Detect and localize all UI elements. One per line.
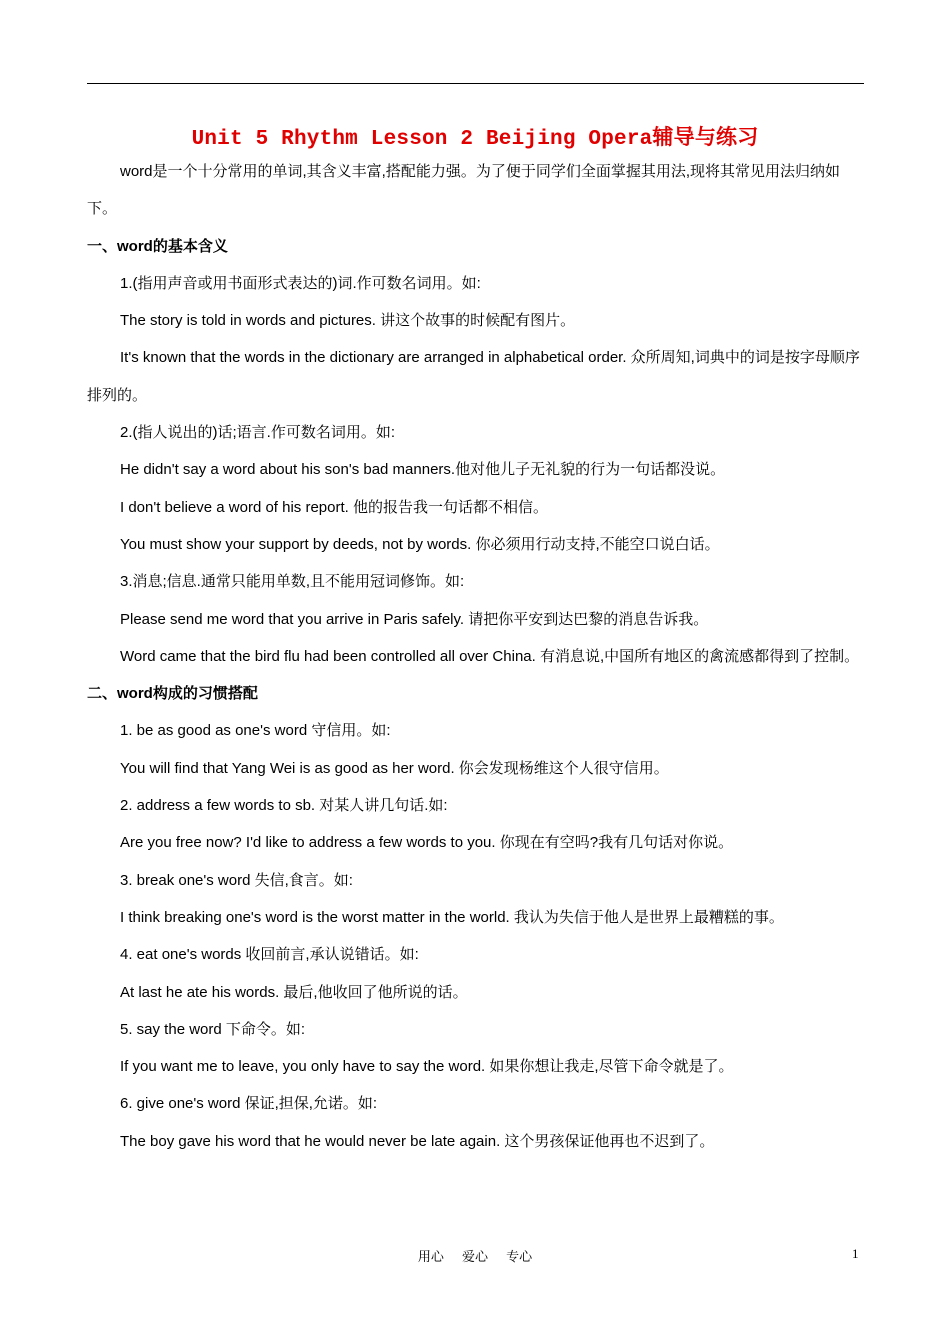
section-heading: 二、word构成的习惯搭配 xyxy=(87,685,258,703)
body-paragraph: It's known that the words in the dictionary are arranged in alphabetical order. 众所周知,词典中的词是按字母顺序排列的。 xyxy=(87,349,860,404)
page-footer: 用心 爱心 专心 xyxy=(417,1250,533,1265)
page-number: 1 xyxy=(852,1246,859,1261)
body-paragraph: At last he ate his words. 最后,他收回了他所说的话。 xyxy=(120,983,468,1001)
body-paragraph: Please send me word that you arrive in Paris safely. 请把你平安到达巴黎的消息告诉我。 xyxy=(120,610,709,628)
body-paragraph: 6. give one's word 保证,担保,允诺。如: xyxy=(120,1095,378,1113)
body-paragraph: The story is told in words and pictures. 讲这个故事的时候配有图片。 xyxy=(120,312,576,330)
body-paragraph: 2.(指人说出的)话;语言.作可数名词用。如: xyxy=(120,424,396,442)
body-paragraph: He didn't say a word about his son's bad manners.他对他儿子无礼貌的行为一句话都没说。 xyxy=(120,461,726,479)
body-paragraph: If you want me to leave, you only have to say the word. 如果你想让我走,尽管下命令就是了。 xyxy=(120,1058,734,1076)
body-paragraph: 5. say the word 下命令。如: xyxy=(120,1020,306,1038)
section-heading: 一、word的基本含义 xyxy=(87,237,228,255)
body-paragraph: 2. address a few words to sb. 对某人讲几句话.如: xyxy=(120,797,448,815)
intro-paragraph: word是一个十分常用的单词,其含义丰富,搭配能力强。为了便于同学们全面掌握其用法,现将其常见用法归纳如下。 xyxy=(87,163,841,218)
body-paragraph: You must show your support by deeds, not by words. 你必须用行动支持,不能空口说白话。 xyxy=(120,535,720,553)
document-title: Unit 5 Rhythm Lesson 2 Beijing Opera辅导与练习 xyxy=(191,128,759,151)
body-paragraph: The boy gave his word that he would never be late again. 这个男孩保证他再也不迟到了。 xyxy=(120,1132,715,1150)
body-paragraph: 4. eat one's words 收回前言,承认说错话。如: xyxy=(120,946,419,964)
body-paragraph: 1. be as good as one's word 守信用。如: xyxy=(120,722,391,740)
body-paragraph: 1.(指用声音或用书面形式表达的)词.作可数名词用。如: xyxy=(120,274,481,292)
document-body xyxy=(87,153,864,1160)
body-paragraph: I think breaking one's word is the worst matter in the world. 我认为失信于他人是世界上最糟糕的事。 xyxy=(120,908,784,926)
body-paragraph: 3. break one's word 失信,食言。如: xyxy=(120,871,353,889)
body-paragraph: I don't believe a word of his report. 他的报告我一句话都不相信。 xyxy=(120,498,548,516)
body-paragraph: Are you free now? I'd like to address a few words to you. 你现在有空吗?我有几句话对你说。 xyxy=(120,834,734,852)
body-paragraph: 3.消息;信息.通常只能用单数,且不能用冠词修饰。如: xyxy=(120,573,465,591)
body-paragraph: Word came that the bird flu had been controlled all over China. 有消息说,中国所有地区的禽流感都得到了控制。 xyxy=(120,647,860,665)
header-rule xyxy=(87,83,864,84)
body-paragraph: You will find that Yang Wei is as good as her word. 你会发现杨维这个人很守信用。 xyxy=(120,759,669,777)
